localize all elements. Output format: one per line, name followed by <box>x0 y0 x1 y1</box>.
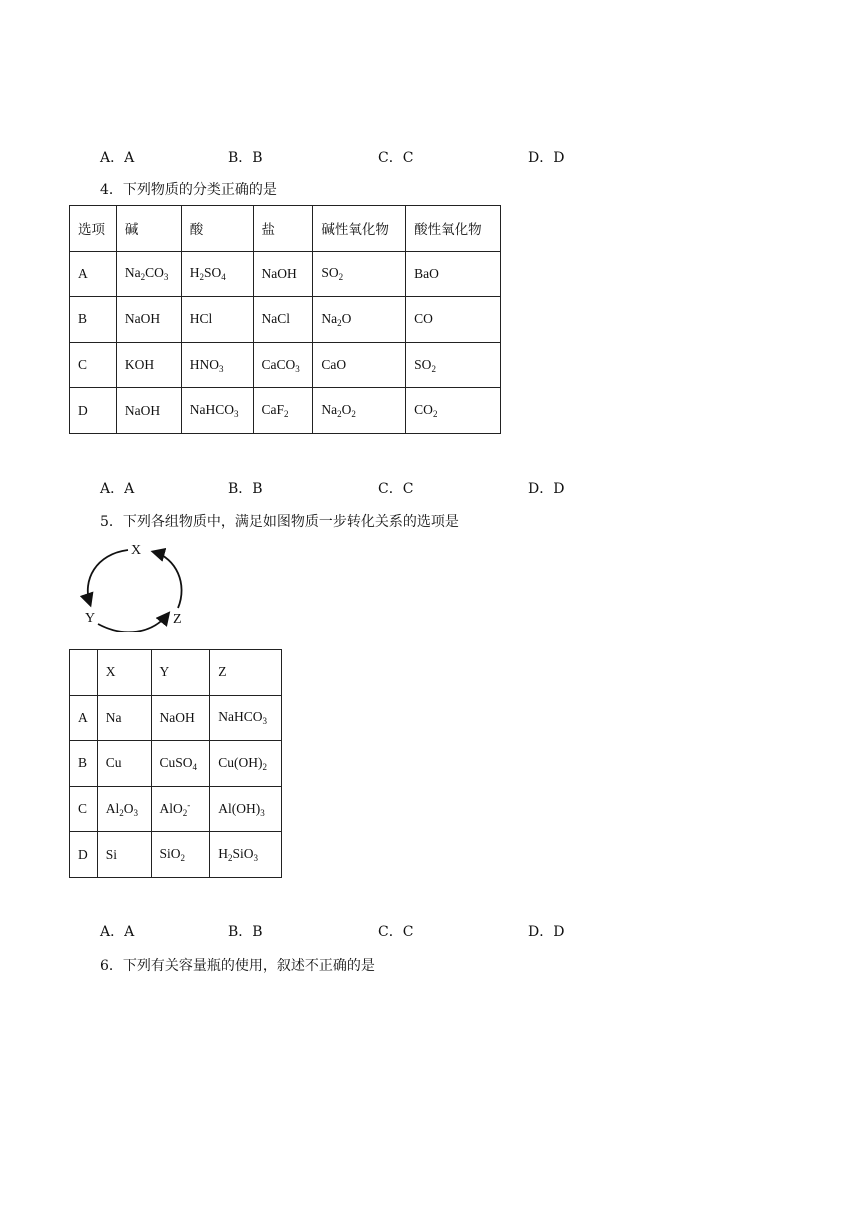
header-cell: 酸性氧化物 <box>406 206 501 252</box>
table-cell: CaCO$_3$ <box>253 342 313 388</box>
table-cell: Si <box>97 832 151 878</box>
table-cell: CuSO$_4$ <box>151 741 210 787</box>
table-cell: A <box>70 251 117 297</box>
table-cell: NaOH <box>151 695 210 741</box>
table-header-row <box>70 206 501 252</box>
table-row <box>70 741 282 787</box>
q4-option-b[interactable]: B．B <box>228 481 263 497</box>
q5-option-c[interactable]: C．C <box>378 924 414 940</box>
table-cell: NaOH <box>116 388 181 434</box>
header-cell: 盐 <box>253 206 313 252</box>
table-cell: $Na_2O_2$ <box>313 388 406 434</box>
q3-option-a[interactable]: A．A <box>100 150 135 166</box>
table-cell: C <box>70 786 98 832</box>
table-cell: SiO$_2$ <box>151 832 210 878</box>
node-y-label: Y <box>85 611 96 626</box>
q3-option-d[interactable]: D．D <box>528 150 565 166</box>
table-cell: Na <box>97 695 151 741</box>
q4-option-a[interactable]: A．A <box>100 481 135 497</box>
q5-stem: 5．下列各组物质中，满足如图物质一步转化关系的选项是 <box>100 514 459 530</box>
table-cell: KOH <box>116 342 181 388</box>
arrow-z-to-x <box>154 552 182 608</box>
header-cell: X <box>97 650 151 696</box>
table-cell: NaHCO$_3$ <box>210 695 282 741</box>
table-row <box>70 388 501 434</box>
table-cell: B <box>70 297 117 343</box>
node-x-label: X <box>131 543 142 558</box>
header-cell: 碱 <box>116 206 181 252</box>
table-cell: BaO <box>406 251 501 297</box>
table-cell: Cu <box>97 741 151 787</box>
q5-option-a[interactable]: A．A <box>100 924 135 940</box>
table-cell: NaCl <box>253 297 313 343</box>
q5-option-b[interactable]: B．B <box>228 924 263 940</box>
table-cell: NaHCO$_3$ <box>181 388 253 434</box>
table-cell: CO <box>406 297 501 343</box>
table-row <box>70 695 282 741</box>
q5-option-d[interactable]: D．D <box>528 924 565 940</box>
conversion-cycle-diagram <box>76 540 192 632</box>
q4-option-c[interactable]: C．C <box>378 481 414 497</box>
table-row <box>70 832 282 878</box>
q4-options <box>0 478 860 498</box>
table-cell: $H_2SiO_3$ <box>210 832 282 878</box>
table-cell: A <box>70 695 98 741</box>
table-header-row <box>70 650 282 696</box>
q6-stem: 6．下列有关容量瓶的使用，叙述不正确的是 <box>100 958 375 974</box>
header-cell: 酸 <box>181 206 253 252</box>
arrow-y-to-z <box>98 614 168 632</box>
table-cell: $Al(OH)_3$ <box>210 786 282 832</box>
table-cell: B <box>70 741 98 787</box>
header-cell: 碱性氧化物 <box>313 206 406 252</box>
table-cell: $Na_2CO_3$ <box>116 251 181 297</box>
header-cell: 选项 <box>70 206 117 252</box>
table-cell: CaO <box>313 342 406 388</box>
header-cell: Z <box>210 650 282 696</box>
table-cell: $CO_2$ <box>406 388 501 434</box>
header-cell <box>70 650 98 696</box>
table-cell: $SO_2$ <box>406 342 501 388</box>
q3-options <box>0 147 860 167</box>
table-cell: D <box>70 388 117 434</box>
table-cell: $SO_2$ <box>313 251 406 297</box>
q5-options <box>0 921 860 941</box>
table-cell: NaOH <box>253 251 313 297</box>
table-cell: $H_2SO_4$ <box>181 251 253 297</box>
q4-stem: 4．下列物质的分类正确的是 <box>100 182 277 198</box>
table-cell: CaF$_2$ <box>253 388 313 434</box>
node-z-label: Z <box>173 612 182 627</box>
q4-option-d[interactable]: D．D <box>528 481 565 497</box>
table-cell: D <box>70 832 98 878</box>
table-cell: $Na_2O$ <box>313 297 406 343</box>
table-row <box>70 342 501 388</box>
table-cell: $Cu(OH)_2$ <box>210 741 282 787</box>
table-row <box>70 786 282 832</box>
table-row <box>70 251 501 297</box>
header-cell: Y <box>151 650 210 696</box>
arrow-x-to-y <box>88 550 128 604</box>
q3-option-c[interactable]: C．C <box>378 150 414 166</box>
table-cell: HCl <box>181 297 253 343</box>
table-cell: $HNO_3$ <box>181 342 253 388</box>
q4-classification-table <box>69 205 501 434</box>
q5-options-table <box>69 649 282 878</box>
table-cell: $Al_2O_3$ <box>97 786 151 832</box>
table-row <box>70 297 501 343</box>
q3-option-b[interactable]: B．B <box>228 150 263 166</box>
table-cell: AlO$_2$- <box>151 786 210 832</box>
table-cell: NaOH <box>116 297 181 343</box>
table-cell: C <box>70 342 117 388</box>
